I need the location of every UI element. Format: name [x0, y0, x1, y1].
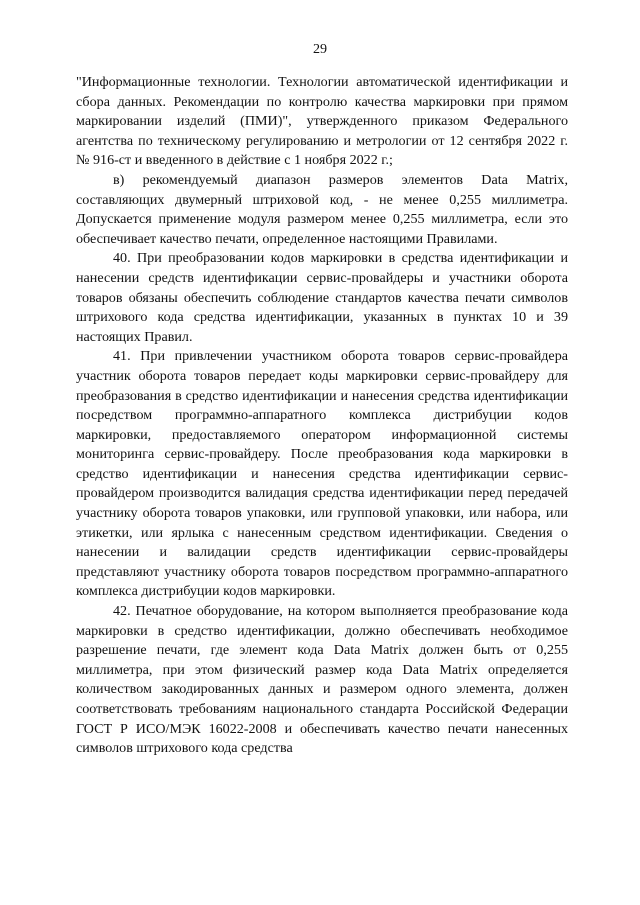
document-body	[76, 73, 568, 759]
paragraph-clause-40: 40. При преобразовании кодов маркировки в средства идентификации и нанесении средств идентификации сервис-провайдеры и участники оборота товаров обязаны обеспечить соблюдение стандартов качества печати символов штрихового кода средства идентификации, указанных в пунктах 10 и 39 настоящих Правил.	[76, 250, 568, 345]
paragraph-item-v: в) рекомендуемый диапазон размеров элементов Data Matrix, составляющих двумерный штриховой код, - не менее 0,255 миллиметра. Допускается применение модуля размером менее 0,255 миллиметра, если это обеспечивает качество печати, определенное настоящими Правилами.	[76, 171, 568, 247]
page-number: 29	[312, 41, 328, 57]
paragraph-clause-42: 42. Печатное оборудование, на котором выполняется преобразование кода маркировки в средство идентификации, должно обеспечивать необходимое разрешение печати, где элемент кода Data Matrix должен быть от 0,255 миллиметра, при этом физический размер кода Data Matrix определяется количеством закодированных данных и размером одного элемента, должен соответствовать требованиям национального стандарта Российской Федерации ГОСТ Р ИСО/МЭК 16022-2008 и обеспечивать качество печати нанесенных символов штрихового кода средства	[76, 603, 568, 757]
paragraph-standard-reference: "Информационные технологии. Технологии автоматической идентификации и сбора данных. Рекомендации по контролю качества маркировки при прямом маркировании изделий (ПМИ)", утвержденного приказом Федерального агентства по техническому регулированию и метрологии от 12 сентября 2022 г. № 916-ст и введенного в действие с 1 ноября 2022 г.;	[76, 74, 568, 169]
paragraph-clause-41: 41. При привлечении участником оборота товаров сервис-провайдера участник оборота товаров передает коды маркировки сервис-провайдеру для преобразования в средство идентификации и нанесения средства идентификации посредством программно-аппаратного комплекса дистрибуции кодов маркировки, предоставляемого оператором информационной системы мониторинга сервис-провайдеру. После преобразования кода маркировки в средство идентификации и нанесения средства идентификации сервис-провайдером производится валидация средства идентификации перед передачей участнику оборота товаров упаковки, или групповой упаковки, или набора, или этикетки, или ярлыка с нанесенным средством идентификации. Сведения о нанесении и валидации средств идентификации сервис-провайдеры представляют участнику оборота товаров посредством программно-аппаратного комплекса дистрибуции кодов маркировки.	[76, 348, 568, 600]
